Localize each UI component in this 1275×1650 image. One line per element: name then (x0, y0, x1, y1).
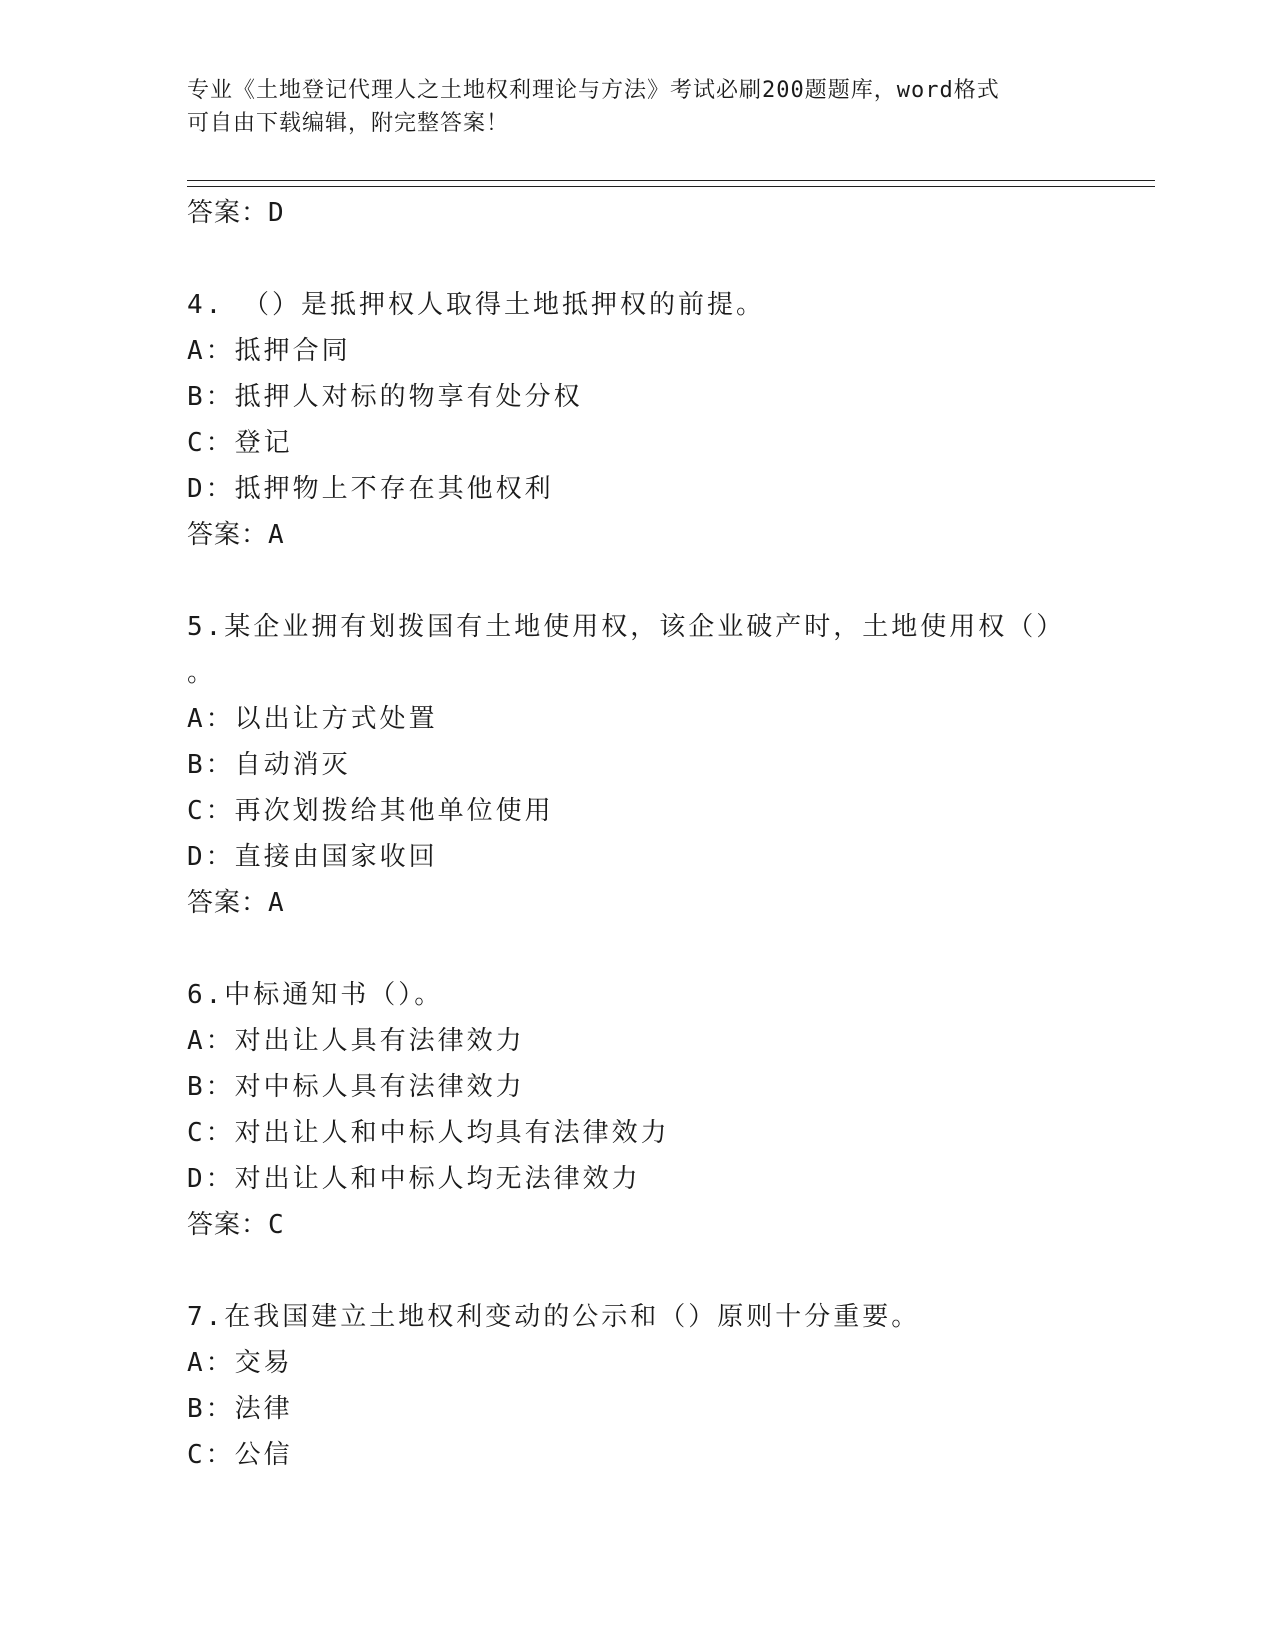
answer-label: 答案： (187, 198, 269, 228)
option-c: C：再次划拨给其他单位使用 (187, 796, 554, 826)
answer (187, 1202, 1147, 1248)
option-a: A：以出让方式处置 (187, 704, 438, 734)
document-header (187, 74, 1087, 140)
question-stem-tail: 。 (187, 658, 214, 688)
question-stem: 7.在我国建立土地权利变动的公示和（）原则十分重要。 (187, 1302, 921, 1332)
option-b: B：自动消灭 (187, 750, 351, 780)
question-list (187, 190, 1147, 1478)
option-a: A：对出让人具有法律效力 (187, 1026, 525, 1056)
option-a: A：抵押合同 (187, 336, 351, 366)
question-stem: 6.中标通知书（）。 (187, 980, 444, 1010)
question-stem: 4. （）是抵押权人取得土地抵押权的前提。 (187, 290, 765, 320)
answer-value: A (268, 520, 285, 550)
answer (187, 880, 1147, 926)
answer (187, 512, 1147, 558)
option-b: B：抵押人对标的物享有处分权 (187, 382, 583, 412)
option-d: D：直接由国家收回 (187, 842, 438, 872)
header-line-1: 专业《土地登记代理人之土地权利理论与方法》考试必刷200题题库，word格式 (187, 78, 1000, 103)
question-stem: 5.某企业拥有划拨国有土地使用权，该企业破产时，土地使用权（） (187, 612, 1066, 642)
option-d: D：对出让人和中标人均无法律效力 (187, 1164, 641, 1194)
answer-label: 答案： (187, 1210, 269, 1240)
question-6 (187, 972, 1147, 1248)
question-7 (187, 1294, 1147, 1478)
option-c: C：对出让人和中标人均具有法律效力 (187, 1118, 670, 1148)
option-b: B：法律 (187, 1394, 293, 1424)
answer-label: 答案： (187, 520, 269, 550)
question-4 (187, 282, 1147, 558)
answer-label: 答案： (187, 888, 269, 918)
answer-value: A (268, 888, 285, 918)
option-a: A：交易 (187, 1348, 293, 1378)
option-c: C：登记 (187, 428, 293, 458)
header-line-2: 可自由下载编辑，附完整答案！ (187, 111, 510, 136)
option-c: C：公信 (187, 1440, 293, 1470)
header-divider-top (187, 180, 1155, 181)
answer-previous (187, 190, 1147, 236)
question-5 (187, 604, 1147, 926)
answer-value: D (268, 198, 285, 228)
answer-value: C (268, 1210, 285, 1240)
header-divider-bottom (187, 186, 1155, 187)
option-d: D：抵押物上不存在其他权利 (187, 474, 554, 504)
option-b: B：对中标人具有法律效力 (187, 1072, 525, 1102)
